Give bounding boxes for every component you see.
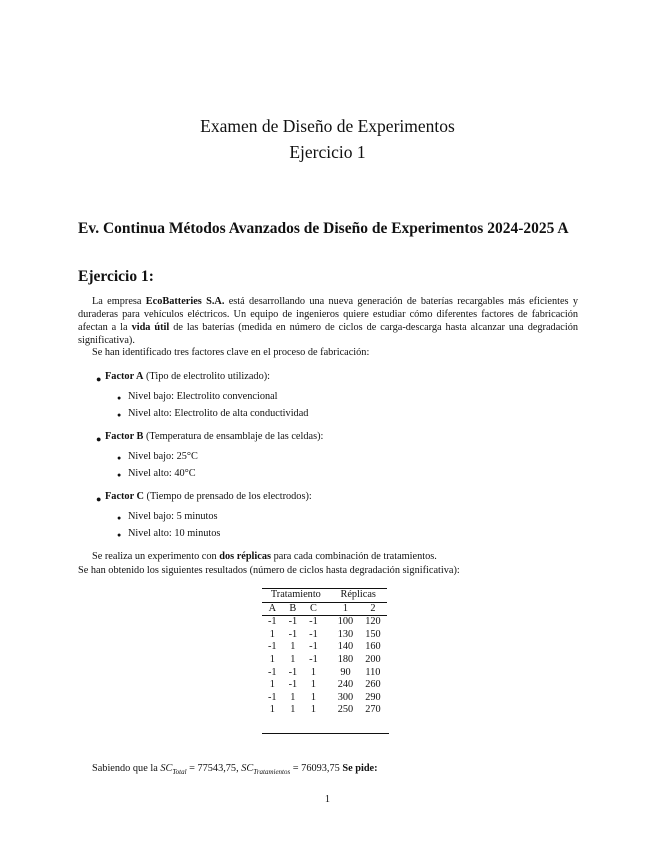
section-title: Ev. Continua Métodos Avanzados de Diseño de Experimentos 2024-2025 A xyxy=(78,220,569,237)
experiment-bold: dos réplicas xyxy=(219,551,272,562)
table-cell: -1 xyxy=(268,641,277,653)
bullet-icon: ● xyxy=(96,434,102,444)
factor-a-description: (Tipo de electrolito utilizado): xyxy=(143,371,271,382)
column-header: 2 xyxy=(359,602,386,616)
factors-intro: Se han identificado tres factores clave en el proceso de fabricación: xyxy=(92,347,370,358)
factor-c-description: (Tiempo de prensado de los electrodos): xyxy=(143,491,312,502)
table-cell: 260 xyxy=(365,679,381,691)
factor-b-description: (Temperatura de ensamblaje de las celdas): xyxy=(143,431,324,442)
table-cell: -1 xyxy=(288,616,298,628)
experiment-paragraph xyxy=(92,551,437,562)
table-cell: -1 xyxy=(309,628,318,640)
factor-b-level-low: Nivel bajo: 25°C xyxy=(128,451,198,462)
table-cell: 290 xyxy=(365,691,381,703)
table-cell: -1 xyxy=(309,653,318,665)
table-row xyxy=(262,692,387,705)
table-cell: 110 xyxy=(365,666,381,678)
factor-a xyxy=(105,371,270,382)
bullet-icon: ● xyxy=(96,494,102,504)
factor-b-name: Factor B xyxy=(105,431,144,442)
table-body xyxy=(262,616,387,717)
table-cell: 1 xyxy=(290,641,296,653)
intro-text-3: de las baterías (medida en número de ciclos de carga-descarga hasta alcanzar una degradación significativa). xyxy=(78,322,579,346)
table-cell: 1 xyxy=(310,691,317,703)
table-cell: -1 xyxy=(288,679,298,691)
factor-c-level-high: Nivel alto: 10 minutos xyxy=(128,528,221,539)
page-number: 1 xyxy=(324,794,331,805)
table-cell: 90 xyxy=(340,666,351,678)
group-header-treatment: Tratamiento xyxy=(262,589,330,603)
bullet-icon: ● xyxy=(117,531,122,539)
factor-b xyxy=(105,431,323,442)
table-row xyxy=(262,654,387,667)
sc-treatments-subscript: Tratamientos xyxy=(253,768,291,777)
table-row xyxy=(262,679,387,692)
table-cell: 250 xyxy=(337,704,354,716)
table-cell: 180 xyxy=(337,653,354,665)
table-row xyxy=(262,629,387,642)
table-row xyxy=(262,704,387,717)
factor-a-level-high: Nivel alto: Electrolito de alta conductividad xyxy=(128,408,309,419)
table-cell: 1 xyxy=(290,691,296,703)
table-cell: 120 xyxy=(365,616,381,628)
table-cell: 1 xyxy=(290,704,296,716)
table-cell: -1 xyxy=(309,616,318,628)
factor-c-name: Factor C xyxy=(105,491,144,502)
intro-text-2: está desarrollando una nueva generación de baterías recargables más eficientes y duraderas para vehículos eléctricos. Un equipo de ingenieros quiere estudiar cómo diferentes factores de fabricación afectan a la xyxy=(78,296,578,333)
intro-paragraph xyxy=(78,295,578,347)
table-bottom-rule xyxy=(262,733,389,734)
table-row xyxy=(262,667,387,680)
table-cell: 150 xyxy=(365,628,381,640)
factor-c-level-low: Nivel bajo: 5 minutos xyxy=(128,511,218,522)
sc-symbol: SC xyxy=(241,763,254,774)
table-cell: -1 xyxy=(309,641,318,653)
results-table xyxy=(262,588,387,717)
column-header: B xyxy=(283,602,304,616)
experiment-text-2: para cada combinación de tratamientos. xyxy=(271,551,437,562)
sc-total-value: = 77543,75, xyxy=(186,763,242,774)
bullet-icon: ● xyxy=(117,394,122,402)
column-header: A xyxy=(262,602,283,616)
column-header: C xyxy=(303,602,330,616)
bullet-icon: ● xyxy=(117,514,122,522)
factor-c xyxy=(105,491,312,502)
factor-a-level-low: Nivel bajo: Electrolito convencional xyxy=(128,391,278,402)
table-cell: 1 xyxy=(310,679,317,691)
table-cell: -1 xyxy=(268,616,277,628)
table-cell: 200 xyxy=(365,653,381,665)
bullet-icon: ● xyxy=(117,454,122,462)
bullet-icon: ● xyxy=(117,411,122,419)
table-cell: 240 xyxy=(337,679,354,691)
experiment-text: Se realiza un experimento con xyxy=(92,551,220,562)
factor-a-name: Factor A xyxy=(105,371,144,382)
table-cell: 270 xyxy=(365,704,381,716)
table-cell: 100 xyxy=(337,616,354,628)
table-cell: 1 xyxy=(269,679,275,691)
table-cell: 1 xyxy=(310,666,317,678)
company-name: EcoBatteries S.A. xyxy=(145,296,225,307)
table-cell: 140 xyxy=(337,641,354,653)
table-cell: -1 xyxy=(288,666,298,678)
table-cell: 300 xyxy=(337,691,354,703)
document-subtitle: Ejercicio 1 xyxy=(289,142,366,162)
results-intro: Se han obtenido los siguientes resultados (número de ciclos hasta degradación significativa): xyxy=(78,565,460,576)
sc-symbol: SC xyxy=(160,763,173,774)
table-cell: -1 xyxy=(288,628,298,640)
table-cell: 130 xyxy=(337,628,354,640)
table-cell: 1 xyxy=(269,653,275,665)
table-cell: -1 xyxy=(268,666,277,678)
table-cell: 1 xyxy=(269,628,275,640)
bullet-icon: ● xyxy=(96,374,102,384)
sc-treatments-value: = 76093,75 xyxy=(290,763,343,774)
final-statement xyxy=(92,763,378,776)
subsection-title: Ejercicio 1: xyxy=(78,268,154,285)
bullet-icon: ● xyxy=(117,471,122,479)
group-header-replicas: Réplicas xyxy=(330,589,387,603)
intro-text: La empresa xyxy=(92,296,146,307)
column-header: 1 xyxy=(330,602,359,616)
final-text: Sabiendo que la xyxy=(92,763,161,774)
table-row xyxy=(262,616,387,629)
factor-b-level-high: Nivel alto: 40°C xyxy=(128,468,196,479)
sc-total-subscript: Total xyxy=(172,768,187,777)
table-cell: -1 xyxy=(268,691,277,703)
bold-term: vida útil xyxy=(131,322,170,333)
document-title: Examen de Diseño de Experimentos xyxy=(200,116,455,136)
se-pide: Se pide: xyxy=(342,763,378,774)
table-cell: 160 xyxy=(365,641,381,653)
table-cell: 1 xyxy=(269,704,275,716)
table-cell: 1 xyxy=(290,653,296,665)
table-cell: 1 xyxy=(310,704,317,716)
table-row xyxy=(262,641,387,654)
